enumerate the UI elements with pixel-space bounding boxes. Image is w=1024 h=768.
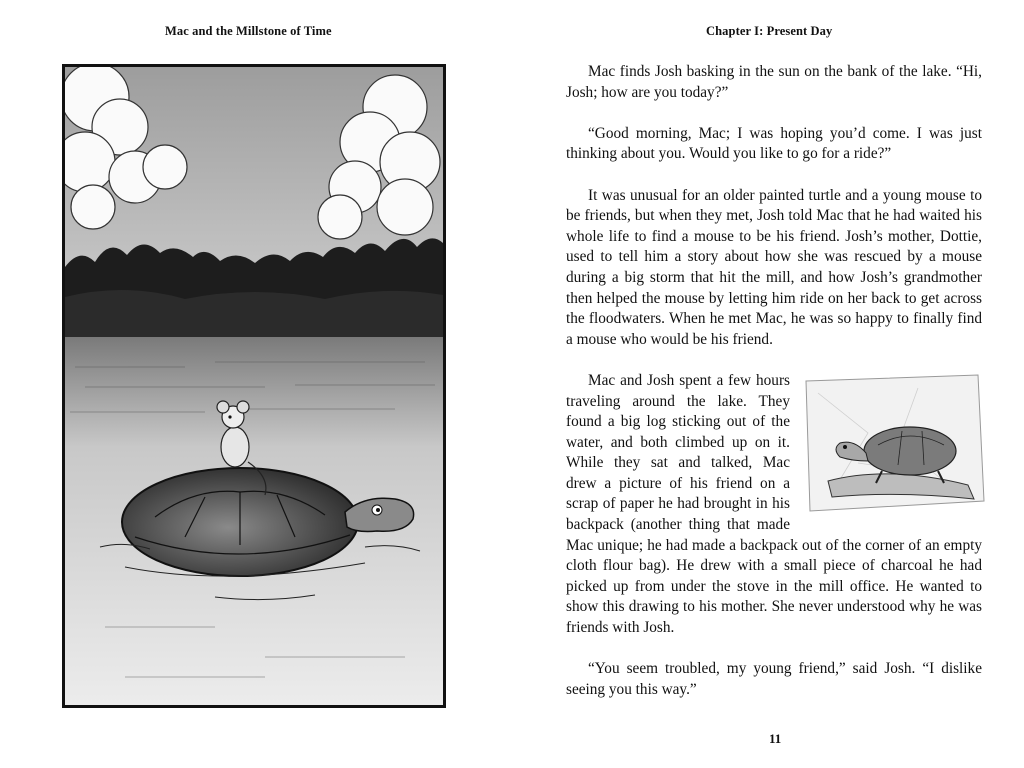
chapter-body-text <box>566 62 982 721</box>
paragraph-2: “Good morning, Mac; I was hoping you’d come. I was just thinking about you. Would you like to go for a ride?” <box>566 124 982 163</box>
paragraph-1: Mac finds Josh basking in the sun on the bank of the lake. “Hi, Josh; how are you today?” <box>566 63 982 101</box>
book-title-header: Mac and the Millstone of Time <box>165 24 332 38</box>
chapter-header: Chapter I: Present Day <box>706 24 833 38</box>
turtle-sketch-image <box>798 373 988 515</box>
paragraph-4: Mac and Josh spent a few hours traveling around the lake. They found a big log sticking out of the water, and both climbed up on it. While they sat and talked, Mac drew a picture of his friend on a scrap of paper he had brought in his backpack (another thing that made Mac unique; he had made a backpack out of the corner of an empty cloth flour bag). He drew with a small piece of charcoal he had picked up from under the stove in the mill office. He wanted to show this drawing to his mother. She never understood why he was friends with Josh. <box>566 371 982 637</box>
paragraph-3: It was unusual for an older painted turtle and a young mouse to be friends, but when they met, Josh told Mac that he had waited his whole life to find a mouse to be his friend. Josh’s mother, Dottie, used to tell him a story about how she was rescued by a mouse during a big storm that hit the mill, and how Josh’s grandmother then helped the mouse by letting him ride on her back to get across the floodwaters. When he met Mac, he was so happy to finally find a mouse who would be his friend. <box>566 186 982 348</box>
right-page <box>512 0 1024 768</box>
paragraph-5: “You seem troubled, my young friend,” said Josh. “I dislike seeing you this way.” <box>566 660 982 698</box>
mouse-riding-turtle-illustration <box>62 64 446 708</box>
page-number: 11 <box>769 731 782 746</box>
